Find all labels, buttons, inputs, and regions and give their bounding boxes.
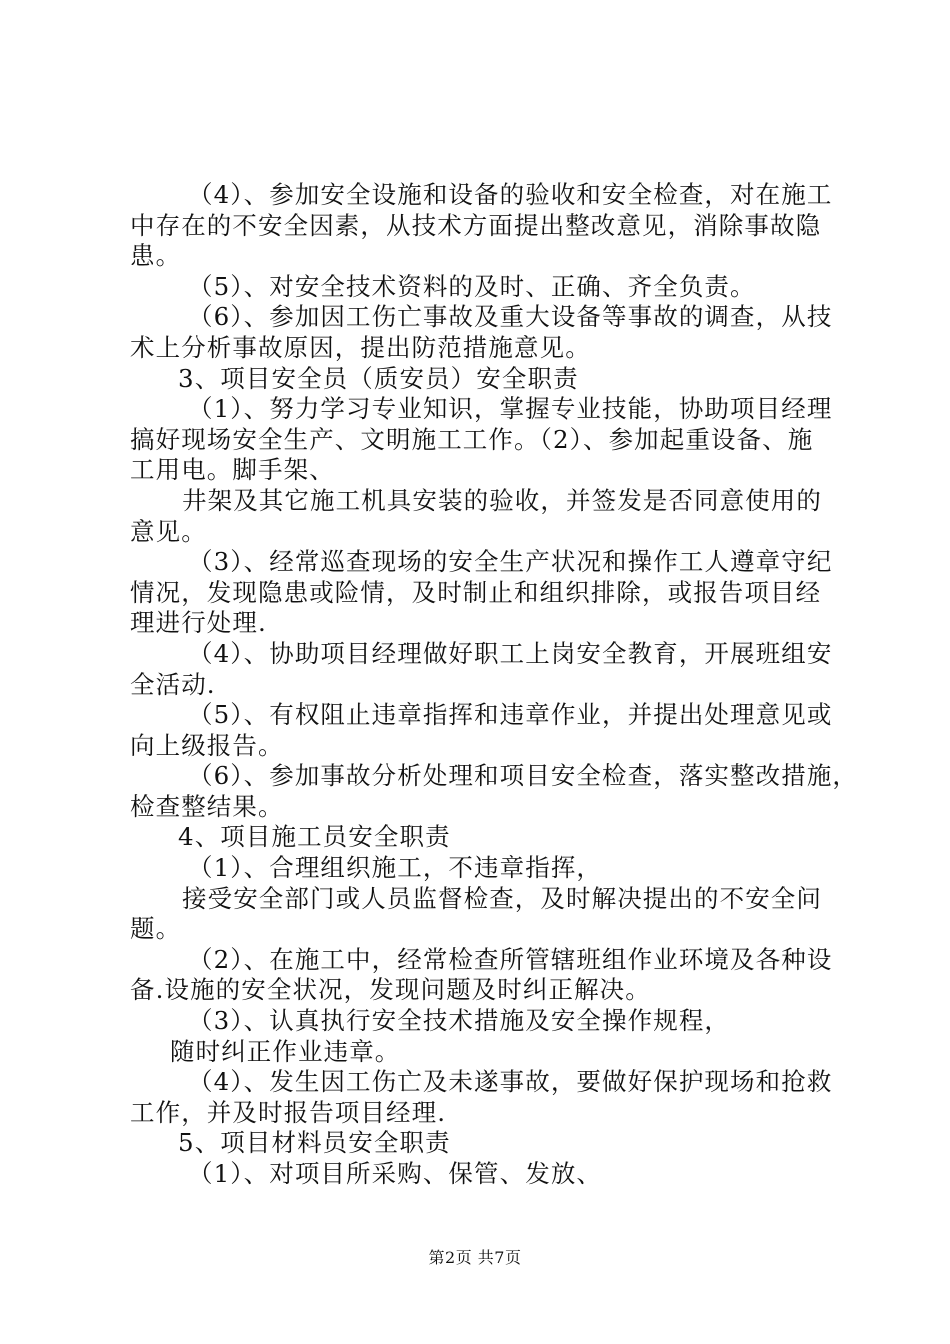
- text-line: 术上分析事故原因，提出防范措施意见。: [130, 332, 591, 362]
- text-line: 患。: [130, 241, 182, 271]
- text-line: 5、项目材料员安全职责: [178, 1128, 451, 1158]
- text-line: 全活动.: [130, 669, 216, 699]
- text-line: 3、项目安全员（质安员）安全职责: [178, 363, 579, 393]
- text-line: （5）、有权阻止违章指挥和违章作业，并提出处理意见或: [188, 700, 833, 730]
- text-line: （1）、合理组织施工，不违章指挥，: [188, 853, 603, 883]
- text-line: （3）、认真执行安全技术措施及安全操作规程，: [188, 1006, 731, 1036]
- text-line: 中存在的不安全因素，从技术方面提出整改意见，消除事故隐: [130, 210, 822, 240]
- text-line: 4、项目施工员安全职责: [178, 822, 451, 852]
- text-line: （1）、努力学习专业知识，掌握专业技能，协助项目经理: [188, 394, 833, 424]
- text-line: 理进行处理.: [130, 608, 267, 638]
- text-line: 接受安全部门或人员监督检查，及时解决提出的不安全问: [182, 883, 822, 913]
- text-line: 井架及其它施工机具安装的验收，并签发是否同意使用的: [182, 485, 822, 515]
- document-body: [130, 180, 859, 1190]
- text-line: （6）、参加因工伤亡事故及重大设备等事故的调查，从技: [188, 302, 833, 332]
- text-line: （5）、对安全技术资料的及时、正确、齐全负责。: [188, 271, 756, 301]
- text-line: 备.设施的安全状况，发现问题及时纠正解决。: [130, 975, 651, 1005]
- page-footer: 第2页 共7页: [428, 1248, 522, 1267]
- text-line: 检查整结果。: [130, 791, 284, 821]
- text-line: 向上级报告。: [130, 730, 284, 760]
- text-line: （1）、对项目所采购、保管、发放、: [188, 1159, 603, 1188]
- text-line: 工作，并及时报告项目经理.: [130, 1097, 447, 1127]
- text-line: （4）、发生因工伤亡及未遂事故，要做好保护现场和抢救: [188, 1067, 833, 1097]
- text-line: 题。: [130, 914, 182, 944]
- text-line: 搞好现场安全生产、文明施工工作。（2）、参加起重设备、施: [130, 424, 814, 454]
- text-line: （4）、协助项目经理做好职工上岗安全教育，开展班组安: [188, 638, 833, 668]
- text-line: （2）、在施工中，经常检查所管辖班组作业环境及各种设: [188, 944, 833, 974]
- text-line: 意见。: [130, 516, 207, 546]
- text-line: （4）、参加安全设施和设备的验收和安全检查，对在施工: [188, 180, 833, 209]
- text-line: （3）、经常巡查现场的安全生产状况和操作工人遵章守纪: [188, 547, 833, 577]
- text-line: （6）、参加事故分析处理和项目安全检查，落实整改措施，: [188, 761, 859, 791]
- text-line: 情况，发现隐患或险情，及时制止和组织排除，或报告项目经: [130, 577, 822, 607]
- text-line: 随时纠正作业违章。: [170, 1036, 401, 1066]
- text-line: 工用电。脚手架、: [130, 455, 335, 485]
